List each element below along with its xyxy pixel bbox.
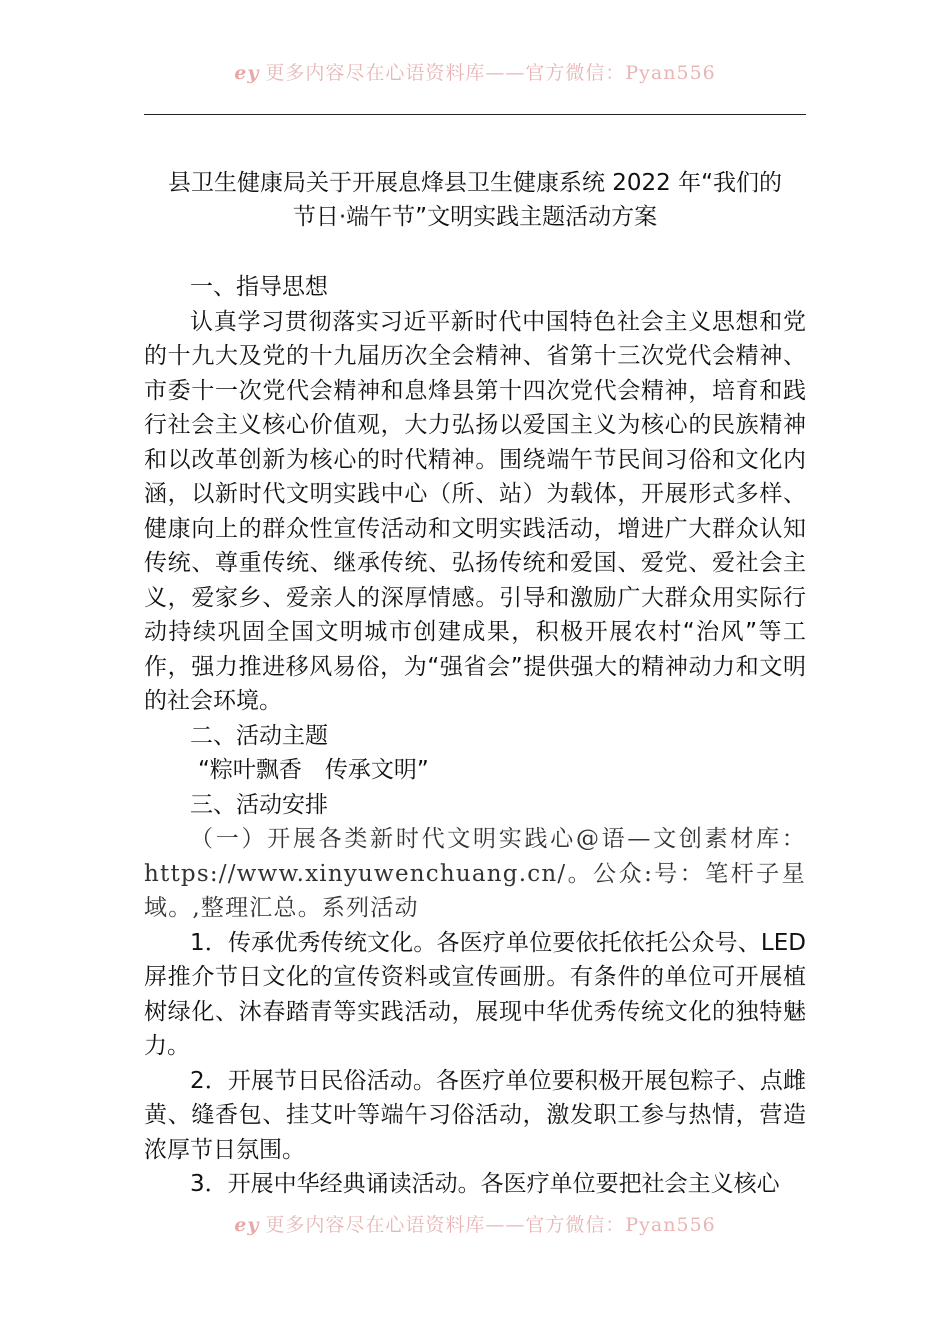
section-heading-activity-theme: 二、活动主题 <box>190 722 328 749</box>
document-body <box>144 270 806 1202</box>
watermark-logo-icon: ey <box>234 62 260 84</box>
footer-watermark <box>0 1210 950 1237</box>
subsection-1-paragraph: （一）开展各类新时代文明实践心@语—文创素材库：https://www.xinyuwenchuang.cn/。公众:号：笔杆子星域。,整理汇总。系列活动 <box>144 826 806 921</box>
section-heading-activity-arrangement: 三、活动安排 <box>190 791 328 818</box>
list-item-1: 1．传承优秀传统文化。各医疗单位要依托依托公众号、LED 屏推介节日文化的宣传资料或宣传画册。有条件的单位可开展植树绿化、沐春踏青等实践活动，展现中华优秀传统文化的独特魅力。 <box>144 929 806 1059</box>
list-item-2: 2．开展节日民俗活动。各医疗单位要积极开展包粽子、点雌黄、缝香包、挂艾叶等端午习俗活动，激发职工参与热情，营造浓厚节日氛围。 <box>144 1067 806 1163</box>
header-watermark <box>0 58 950 85</box>
activity-theme-text: “粽叶飘香 传承文明” <box>198 757 429 783</box>
title-line-1: 县卫生健康局关于开展息烽县卫生健康系统 2022 年“我们的 <box>167 170 783 196</box>
list-item-3: 3．开展中华经典诵读活动。各医疗单位要把社会主义核心 <box>190 1171 780 1197</box>
section-heading-guiding-ideology: 一、指导思想 <box>190 274 328 300</box>
footer-watermark-text: 更多内容尽在心语资料库——官方微信：Pyan556 <box>265 1214 716 1236</box>
watermark-logo-icon: ey <box>234 1214 260 1236</box>
header-watermark-text: 更多内容尽在心语资料库——官方微信：Pyan556 <box>265 62 716 84</box>
title-line-2: 节日·端午节”文明实践主题活动方案 <box>292 204 658 230</box>
document-title <box>144 166 806 234</box>
header-rule <box>144 114 806 115</box>
paragraph-guiding-ideology: 认真学习贯彻落实习近平新时代中国特色社会主义思想和党的十九大及党的十九届历次全会精神、省第十三次党代会精神、市委十一次党代会精神和息烽县第十四次党代会精神，培育和践行社会主义核心价值观，大力弘扬以爱国主义为核心的民族精神和以改革创新为核心的时代精神。围绕端午节民间习俗和文化内涵，以新时代文明实践中心（所、站）为载体，开展形式多样、健康向上的群众性宣传活动和文明实践活动，增进广大群众认知传统、尊重传统、继承传统、弘扬传统和爱国、爱党、爱社会主义，爱家乡、爱亲人的深厚情感。引导和激励广大群众用实际行动持续巩固全国文明城市创建成果，积极开展农村“治风”等工作，强力推进移风易俗，为“强省会”提供强大的精神动力和文明的社会环境。 <box>144 308 806 714</box>
